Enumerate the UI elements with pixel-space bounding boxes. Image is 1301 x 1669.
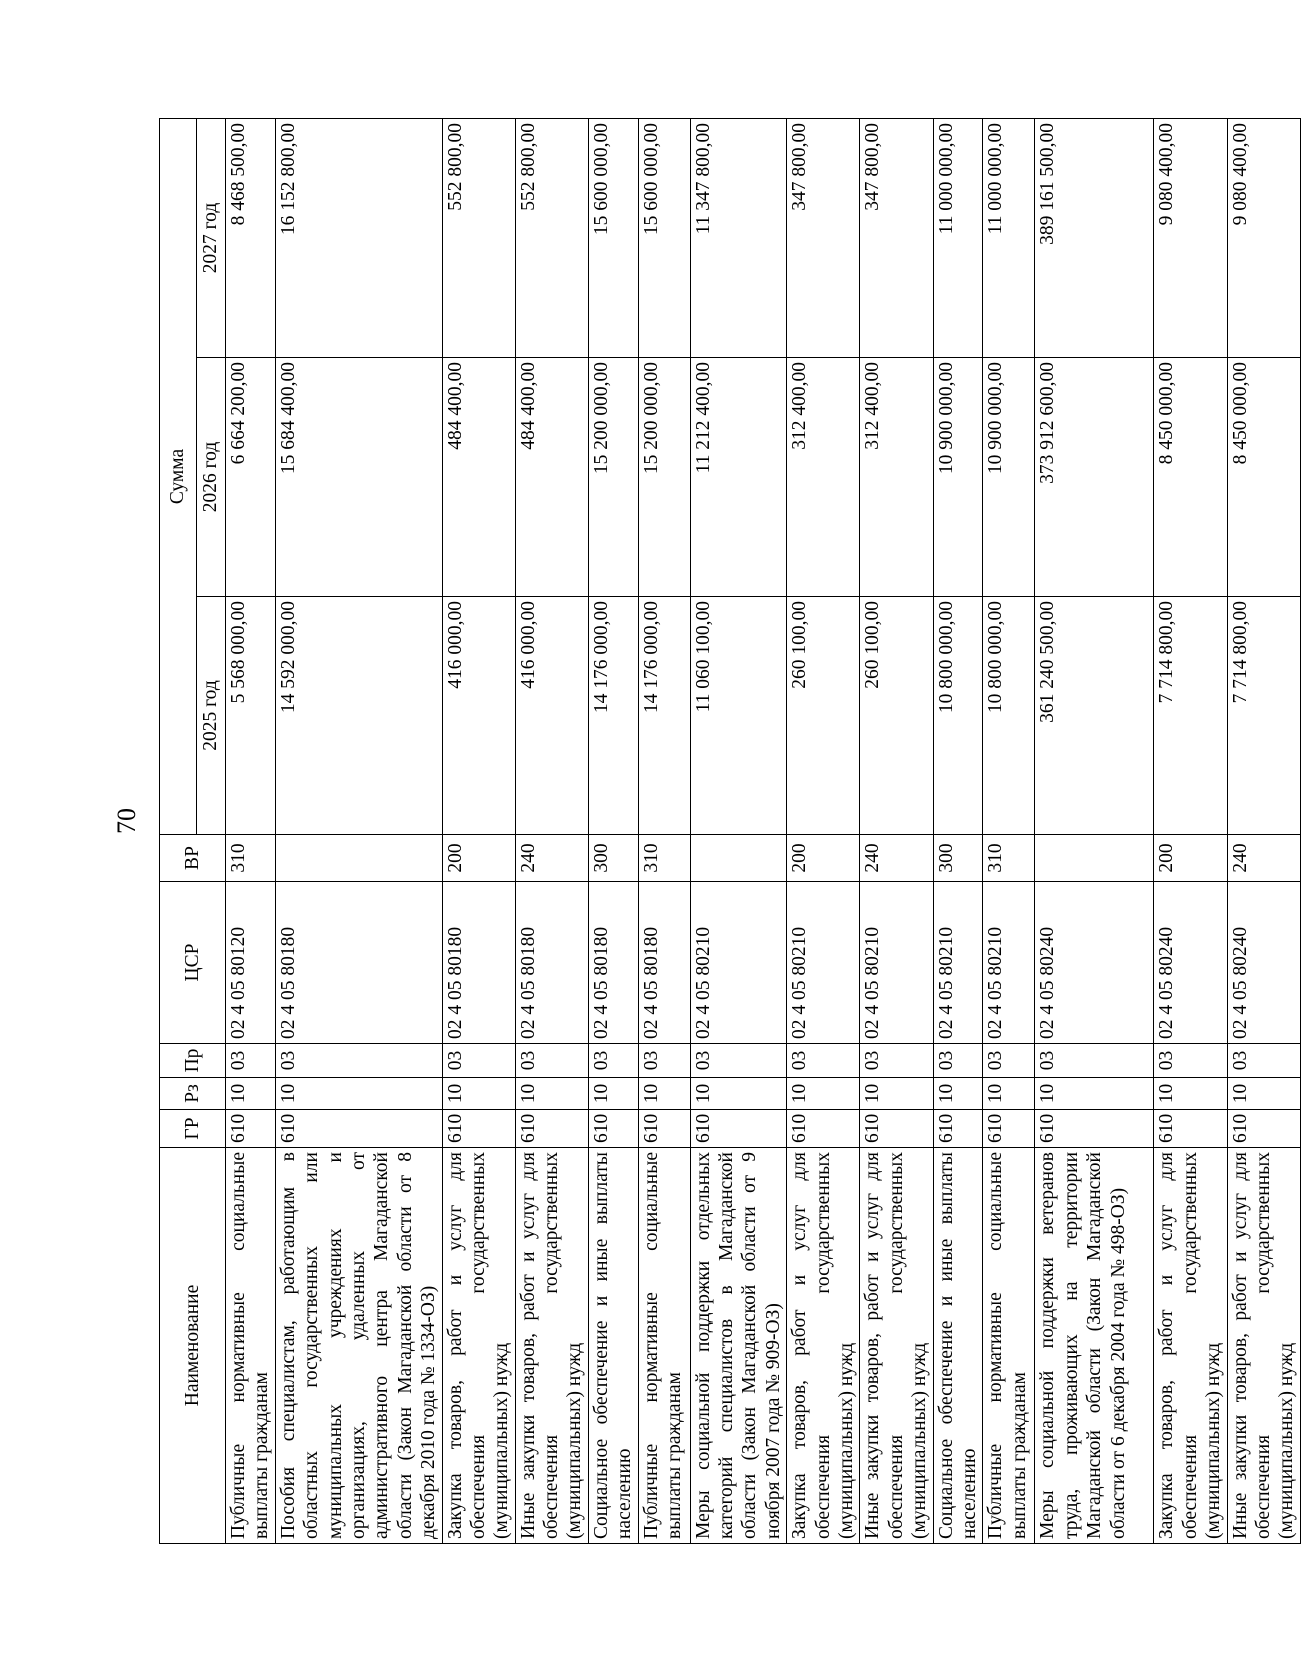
cell-pr: 03 (860, 1044, 933, 1078)
cell-gr: 610 (787, 1110, 860, 1148)
cell-vr: 310 (638, 835, 690, 882)
cell-rz: 10 (638, 1078, 690, 1110)
budget-table (159, 118, 1301, 1544)
cell-name: Публичные нормативные социальные выплаты гражданам (226, 1148, 276, 1544)
cell-y2027: 16 152 800,00 (275, 119, 442, 358)
cell-y2026: 312 400,00 (787, 358, 860, 597)
cell-pr: 03 (983, 1044, 1035, 1078)
cell-y2026: 8 450 000,00 (1154, 358, 1227, 597)
cell-name: Пособия специалистам, работающим в областных государственных или муниципальных учреждениях и организациях, удаленных от административного центра Магаданской области (Закон Магаданской области от 8 декабря 2010 года № 1334-ОЗ) (275, 1148, 442, 1544)
table-row (638, 119, 690, 1544)
cell-rz: 10 (442, 1078, 515, 1110)
cell-y2025: 10 800 000,00 (983, 597, 1035, 835)
cell-vr (1035, 835, 1154, 882)
cell-name: Закупка товаров, работ и услуг для обеспечения государственных (муниципальных) нужд (442, 1148, 515, 1544)
table-row (1227, 119, 1300, 1544)
cell-csr: 02 4 05 80210 (690, 882, 787, 1044)
cell-y2025: 7 714 800,00 (1154, 597, 1227, 835)
cell-vr: 240 (515, 835, 588, 882)
cell-y2025: 14 592 000,00 (275, 597, 442, 835)
table-row (933, 119, 983, 1544)
header-csr: ЦСР (160, 882, 226, 1044)
cell-y2027: 389 161 500,00 (1035, 119, 1154, 358)
cell-y2027: 11 000 000,00 (983, 119, 1035, 358)
cell-csr: 02 4 05 80180 (275, 882, 442, 1044)
cell-pr: 03 (690, 1044, 787, 1078)
cell-y2026: 15 200 000,00 (638, 358, 690, 597)
cell-rz: 10 (275, 1078, 442, 1110)
cell-y2027: 8 468 500,00 (226, 119, 276, 358)
cell-pr: 03 (638, 1044, 690, 1078)
cell-gr: 610 (933, 1110, 983, 1148)
cell-y2026: 6 664 200,00 (226, 358, 276, 597)
cell-vr: 240 (860, 835, 933, 882)
cell-gr: 610 (1227, 1110, 1300, 1148)
table-row (588, 119, 638, 1544)
cell-csr: 02 4 05 80180 (588, 882, 638, 1044)
cell-rz: 10 (983, 1078, 1035, 1110)
cell-rz: 10 (787, 1078, 860, 1110)
table-row (983, 119, 1035, 1544)
header-rz: Рз (160, 1078, 226, 1110)
cell-vr: 300 (588, 835, 638, 882)
cell-pr: 03 (226, 1044, 276, 1078)
header-year-2026: 2026 год (197, 358, 226, 597)
cell-gr: 610 (275, 1110, 442, 1148)
cell-csr: 02 4 05 80180 (515, 882, 588, 1044)
cell-y2026: 484 400,00 (442, 358, 515, 597)
cell-y2025: 5 568 000,00 (226, 597, 276, 835)
cell-rz: 10 (1035, 1078, 1154, 1110)
table-row (787, 119, 860, 1544)
cell-csr: 02 4 05 80210 (983, 882, 1035, 1044)
cell-vr: 310 (226, 835, 276, 882)
cell-y2027: 11 347 800,00 (690, 119, 787, 358)
cell-name: Меры социальной поддержки ветеранов труда, проживающих на территории Магаданской области (Закон Магаданской области от 6 декабря 2004 года № 498-ОЗ) (1035, 1148, 1154, 1544)
cell-y2027: 11 000 000,00 (933, 119, 983, 358)
cell-gr: 610 (226, 1110, 276, 1148)
header-gr: ГР (160, 1110, 226, 1148)
table-row (860, 119, 933, 1544)
cell-y2025: 260 100,00 (860, 597, 933, 835)
cell-y2027: 15 600 000,00 (588, 119, 638, 358)
cell-gr: 610 (860, 1110, 933, 1148)
cell-csr: 02 4 05 80240 (1154, 882, 1227, 1044)
cell-pr: 03 (442, 1044, 515, 1078)
cell-csr: 02 4 05 80210 (860, 882, 933, 1044)
cell-vr: 240 (1227, 835, 1300, 882)
cell-y2027: 9 080 400,00 (1227, 119, 1300, 358)
cell-y2025: 361 240 500,00 (1035, 597, 1154, 835)
cell-rz: 10 (226, 1078, 276, 1110)
cell-gr: 610 (442, 1110, 515, 1148)
cell-y2025: 11 060 100,00 (690, 597, 787, 835)
header-name: Наименование (160, 1148, 226, 1544)
cell-pr: 03 (787, 1044, 860, 1078)
cell-y2025: 14 176 000,00 (588, 597, 638, 835)
table-row (690, 119, 787, 1544)
header-row-1 (160, 119, 197, 1544)
cell-csr: 02 4 05 80240 (1227, 882, 1300, 1044)
cell-name: Социальное обеспечение и иные выплаты населению (588, 1148, 638, 1544)
cell-y2026: 10 900 000,00 (933, 358, 983, 597)
cell-gr: 610 (1154, 1110, 1227, 1148)
cell-y2025: 14 176 000,00 (638, 597, 690, 835)
cell-csr: 02 4 05 80180 (638, 882, 690, 1044)
cell-pr: 03 (1154, 1044, 1227, 1078)
cell-vr (690, 835, 787, 882)
table-row (1154, 119, 1227, 1544)
header-vr: ВР (160, 835, 226, 882)
cell-vr: 200 (787, 835, 860, 882)
table-row (275, 119, 442, 1544)
cell-y2027: 9 080 400,00 (1154, 119, 1227, 358)
cell-y2026: 312 400,00 (860, 358, 933, 597)
cell-pr: 03 (1227, 1044, 1300, 1078)
rotated-table-wrapper (159, 119, 1298, 1544)
cell-vr: 200 (1154, 835, 1227, 882)
cell-rz: 10 (933, 1078, 983, 1110)
cell-gr: 610 (515, 1110, 588, 1148)
cell-name: Публичные нормативные социальные выплаты гражданам (983, 1148, 1035, 1544)
header-year-2025: 2025 год (197, 597, 226, 835)
cell-y2027: 15 600 000,00 (638, 119, 690, 358)
cell-y2026: 10 900 000,00 (983, 358, 1035, 597)
cell-name: Меры социальной поддержки отдельных категорий специалистов в Магаданской области (Закон Магаданской области от 9 ноября 2007 года № 909-ОЗ) (690, 1148, 787, 1544)
cell-gr: 610 (690, 1110, 787, 1148)
cell-y2026: 484 400,00 (515, 358, 588, 597)
cell-pr: 03 (275, 1044, 442, 1078)
cell-gr: 610 (983, 1110, 1035, 1148)
cell-name: Иные закупки товаров, работ и услуг для обеспечения государственных (муниципальных) нужд (860, 1148, 933, 1544)
cell-name: Закупка товаров, работ и услуг для обеспечения государственных (муниципальных) нужд (1154, 1148, 1227, 1544)
cell-pr: 03 (1035, 1044, 1154, 1078)
cell-y2027: 347 800,00 (860, 119, 933, 358)
cell-y2025: 10 800 000,00 (933, 597, 983, 835)
cell-name: Социальное обеспечение и иные выплаты населению (933, 1148, 983, 1544)
cell-name: Закупка товаров, работ и услуг для обеспечения государственных (муниципальных) нужд (787, 1148, 860, 1544)
cell-rz: 10 (1154, 1078, 1227, 1110)
cell-csr: 02 4 05 80210 (787, 882, 860, 1044)
cell-y2025: 7 714 800,00 (1227, 597, 1300, 835)
cell-vr: 200 (442, 835, 515, 882)
cell-y2027: 552 800,00 (442, 119, 515, 358)
cell-gr: 610 (1035, 1110, 1154, 1148)
cell-vr: 310 (983, 835, 1035, 882)
cell-pr: 03 (515, 1044, 588, 1078)
cell-name: Иные закупки товаров, работ и услуг для обеспечения государственных (муниципальных) нужд (1227, 1148, 1300, 1544)
header-year-2027: 2027 год (197, 119, 226, 358)
table-row (442, 119, 515, 1544)
cell-y2027: 347 800,00 (787, 119, 860, 358)
table-row (515, 119, 588, 1544)
cell-y2026: 15 684 400,00 (275, 358, 442, 597)
cell-rz: 10 (588, 1078, 638, 1110)
header-pr: Пр (160, 1044, 226, 1078)
cell-rz: 10 (860, 1078, 933, 1110)
cell-y2025: 416 000,00 (442, 597, 515, 835)
cell-csr: 02 4 05 80180 (442, 882, 515, 1044)
cell-pr: 03 (588, 1044, 638, 1078)
cell-gr: 610 (638, 1110, 690, 1148)
cell-y2027: 552 800,00 (515, 119, 588, 358)
table-body (226, 119, 1301, 1544)
cell-pr: 03 (933, 1044, 983, 1078)
table-row (1035, 119, 1154, 1544)
cell-rz: 10 (690, 1078, 787, 1110)
cell-name: Иные закупки товаров, работ и услуг для обеспечения государственных (муниципальных) нужд (515, 1148, 588, 1544)
cell-y2025: 416 000,00 (515, 597, 588, 835)
cell-y2026: 8 450 000,00 (1227, 358, 1300, 597)
cell-csr: 02 4 05 80120 (226, 882, 276, 1044)
cell-rz: 10 (1227, 1078, 1300, 1110)
header-sum: Сумма (160, 119, 197, 835)
page-number: 70 (112, 808, 141, 834)
cell-csr: 02 4 05 80240 (1035, 882, 1154, 1044)
table-row (226, 119, 276, 1544)
cell-rz: 10 (515, 1078, 588, 1110)
cell-y2026: 15 200 000,00 (588, 358, 638, 597)
cell-csr: 02 4 05 80210 (933, 882, 983, 1044)
cell-y2025: 260 100,00 (787, 597, 860, 835)
cell-vr: 300 (933, 835, 983, 882)
cell-vr (275, 835, 442, 882)
cell-gr: 610 (588, 1110, 638, 1148)
cell-name: Публичные нормативные социальные выплаты гражданам (638, 1148, 690, 1544)
cell-y2026: 373 912 600,00 (1035, 358, 1154, 597)
cell-y2026: 11 212 400,00 (690, 358, 787, 597)
